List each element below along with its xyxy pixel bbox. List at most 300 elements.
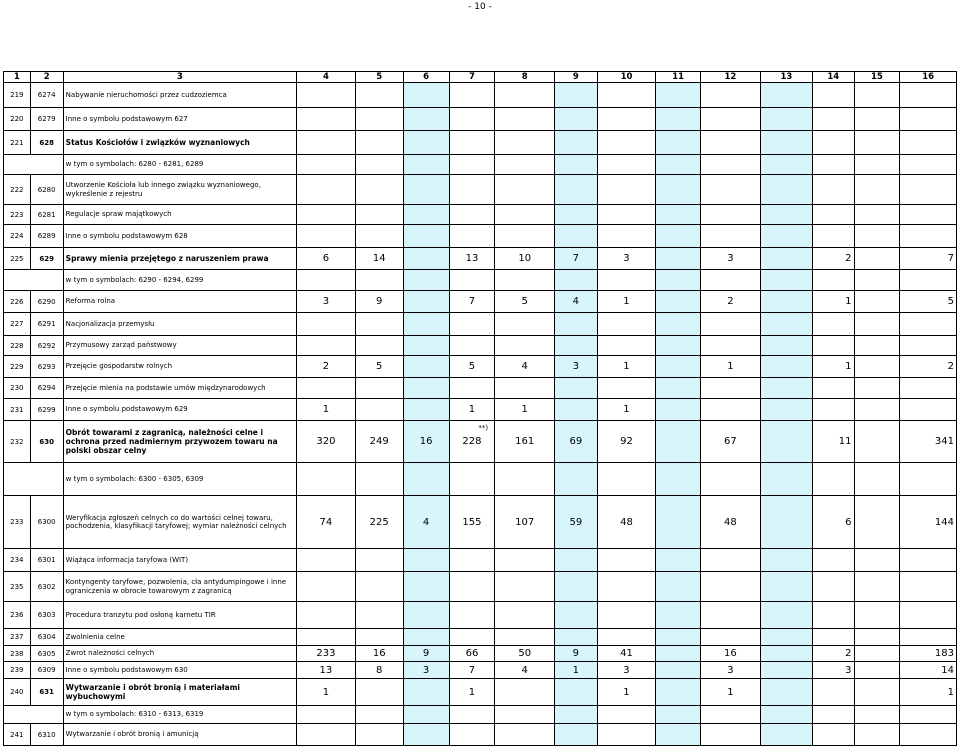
empty-cell	[30, 155, 63, 175]
value-cell: 59	[555, 496, 598, 549]
symbol-code: 6305	[30, 646, 63, 662]
table-row	[4, 549, 957, 572]
value-cell	[297, 572, 356, 602]
value-cell	[701, 706, 761, 724]
value-cell: 69	[555, 421, 598, 463]
value-cell	[854, 679, 900, 706]
value-cell	[403, 175, 449, 205]
row-description: Przejęcie mienia na podstawie umów międzynarodowych	[63, 378, 296, 399]
value-cell: 233	[297, 646, 356, 662]
value-cell	[355, 572, 403, 602]
row-number: 233	[4, 496, 31, 549]
value-cell: 5	[900, 291, 957, 313]
row-description: Zwrot należności celnych	[63, 646, 296, 662]
value-cell	[297, 463, 356, 496]
value-cell: 2	[812, 248, 854, 270]
row-number: 238	[4, 646, 31, 662]
subheading-row	[4, 706, 957, 724]
value-cell: **) 228	[449, 421, 495, 463]
value-cell	[597, 313, 656, 336]
value-cell	[854, 175, 900, 205]
value-cell	[495, 270, 555, 291]
row-description: Nabywanie nieruchomości przez cudzoziemca	[63, 83, 296, 108]
value-cell	[854, 108, 900, 131]
value-cell	[812, 706, 854, 724]
value-cell	[449, 602, 495, 629]
value-cell	[355, 175, 403, 205]
header-cell: 3	[63, 72, 296, 83]
value-cell	[495, 225, 555, 248]
table-row	[4, 679, 957, 706]
row-description: w tym o symbolach: 6310 - 6313, 6319	[63, 706, 296, 724]
table-row	[4, 175, 957, 205]
value-cell: 1	[597, 399, 656, 421]
value-cell: 107	[495, 496, 555, 549]
row-description: Wytwarzanie i obrót bronią i materiałami wybuchowymi	[63, 679, 296, 706]
value-cell: 1	[701, 679, 761, 706]
symbol-code: 6309	[30, 662, 63, 679]
value-cell	[403, 378, 449, 399]
value-cell: 1	[900, 679, 957, 706]
value-cell	[495, 629, 555, 646]
row-number: 230	[4, 378, 31, 399]
value-cell: 74	[297, 496, 356, 549]
value-cell	[656, 378, 701, 399]
header-cell: 4	[297, 72, 356, 83]
value-cell	[701, 108, 761, 131]
value-cell	[597, 336, 656, 356]
value-cell	[854, 291, 900, 313]
table-row	[4, 496, 957, 549]
value-cell	[854, 629, 900, 646]
value-cell: 1	[449, 679, 495, 706]
row-number: 235	[4, 572, 31, 602]
symbol-code: 6299	[30, 399, 63, 421]
value-cell: 7	[449, 291, 495, 313]
table-row	[4, 313, 957, 336]
value-cell	[854, 205, 900, 225]
value-cell	[701, 378, 761, 399]
value-cell	[656, 225, 701, 248]
value-cell	[656, 175, 701, 205]
value-cell	[701, 131, 761, 155]
value-cell	[760, 724, 812, 746]
value-cell: 161	[495, 421, 555, 463]
value-cell: 3	[297, 291, 356, 313]
value-cell	[403, 706, 449, 724]
value-cell	[555, 724, 598, 746]
value-cell	[760, 336, 812, 356]
value-cell	[854, 270, 900, 291]
value-cell: 1	[701, 356, 761, 378]
value-cell	[900, 155, 957, 175]
value-cell	[355, 602, 403, 629]
value-cell	[812, 155, 854, 175]
value-cell	[854, 336, 900, 356]
value-cell	[403, 313, 449, 336]
value-cell	[656, 463, 701, 496]
value-cell	[900, 270, 957, 291]
value-cell	[449, 706, 495, 724]
row-description: Wiążąca informacja taryfowa (WIT)	[63, 549, 296, 572]
value-cell	[854, 646, 900, 662]
row-number: 237	[4, 629, 31, 646]
value-cell	[760, 155, 812, 175]
value-cell	[760, 225, 812, 248]
value-cell	[449, 378, 495, 399]
value-cell	[656, 205, 701, 225]
row-number: 239	[4, 662, 31, 679]
value-cell	[854, 399, 900, 421]
value-cell	[597, 205, 656, 225]
value-cell	[597, 131, 656, 155]
value-cell	[900, 463, 957, 496]
row-number: 225	[4, 248, 31, 270]
value-cell	[656, 646, 701, 662]
value-cell	[760, 646, 812, 662]
value-cell	[760, 356, 812, 378]
value-cell: 1	[495, 399, 555, 421]
value-cell: 4	[555, 291, 598, 313]
value-cell	[812, 205, 854, 225]
value-cell	[701, 175, 761, 205]
value-cell: 9	[403, 646, 449, 662]
table-row	[4, 336, 957, 356]
value-cell	[656, 108, 701, 131]
symbol-code: 628	[30, 131, 63, 155]
value-cell: 1	[597, 291, 656, 313]
value-cell	[555, 270, 598, 291]
symbol-code: 6302	[30, 572, 63, 602]
value-cell	[403, 629, 449, 646]
value-cell: 14	[355, 248, 403, 270]
value-cell: 3	[555, 356, 598, 378]
row-description: w tym o symbolach: 6300 - 6305, 6309	[63, 463, 296, 496]
value-cell	[555, 336, 598, 356]
row-description: w tym o symbolach: 6290 - 6294, 6299	[63, 270, 296, 291]
value-cell	[555, 108, 598, 131]
symbol-code: 6274	[30, 83, 63, 108]
row-description: Reforma rolna	[63, 291, 296, 313]
table-row	[4, 378, 957, 399]
value-cell	[701, 205, 761, 225]
symbol-code: 631	[30, 679, 63, 706]
table-row	[4, 421, 957, 463]
row-number: 231	[4, 399, 31, 421]
value-cell: 3	[701, 248, 761, 270]
value-cell	[760, 175, 812, 205]
table-row	[4, 291, 957, 313]
value-cell	[355, 108, 403, 131]
value-cell	[403, 572, 449, 602]
header-cell: 12	[701, 72, 761, 83]
value-cell	[812, 131, 854, 155]
row-description: Sprawy mienia przejętego z naruszeniem prawa	[63, 248, 296, 270]
symbol-code: 6279	[30, 108, 63, 131]
value-cell	[760, 421, 812, 463]
value-cell	[403, 679, 449, 706]
value-cell	[701, 724, 761, 746]
value-cell: 5	[355, 356, 403, 378]
symbol-code: 6290	[30, 291, 63, 313]
value-cell	[297, 602, 356, 629]
table-row	[4, 662, 957, 679]
row-number: 229	[4, 356, 31, 378]
value-cell	[597, 629, 656, 646]
value-cell	[449, 225, 495, 248]
row-description: Przejęcie gospodarstw rolnych	[63, 356, 296, 378]
table-row	[4, 131, 957, 155]
value-cell	[656, 313, 701, 336]
value-cell	[760, 205, 812, 225]
symbol-code: 630	[30, 421, 63, 463]
value-cell	[854, 313, 900, 336]
value-cell: 2	[297, 356, 356, 378]
value-cell	[812, 175, 854, 205]
header-cell: 8	[495, 72, 555, 83]
row-description: Inne o symbolu podstawowym 629	[63, 399, 296, 421]
value-cell: 144	[900, 496, 957, 549]
value-cell	[701, 629, 761, 646]
value-cell	[656, 399, 701, 421]
value-cell	[403, 83, 449, 108]
value-cell	[495, 155, 555, 175]
value-cell: 3	[597, 662, 656, 679]
value-cell	[597, 270, 656, 291]
value-cell	[495, 313, 555, 336]
value-cell	[355, 313, 403, 336]
value-cell	[812, 463, 854, 496]
symbol-code: 6304	[30, 629, 63, 646]
value-cell	[656, 629, 701, 646]
value-cell	[701, 602, 761, 629]
value-cell	[597, 108, 656, 131]
empty-cell	[4, 463, 31, 496]
value-cell: 14	[900, 662, 957, 679]
value-cell: 3	[701, 662, 761, 679]
row-number: 220	[4, 108, 31, 131]
value-cell	[297, 225, 356, 248]
row-description: Przymusowy zarząd państwowy	[63, 336, 296, 356]
value-cell	[449, 629, 495, 646]
row-description: Kontyngenty taryfowe, pozwolenia, cła antydumpingowe i inne ograniczenia w obrocie towarowym z zagranicą	[63, 572, 296, 602]
value-cell	[812, 572, 854, 602]
value-cell	[900, 706, 957, 724]
row-number: 224	[4, 225, 31, 248]
value-cell: 6	[297, 248, 356, 270]
value-cell	[449, 463, 495, 496]
value-cell: 3	[403, 662, 449, 679]
value-cell	[760, 378, 812, 399]
value-cell	[812, 83, 854, 108]
value-cell: 13	[297, 662, 356, 679]
value-cell	[555, 629, 598, 646]
value-cell	[656, 155, 701, 175]
value-cell	[656, 706, 701, 724]
value-cell	[495, 724, 555, 746]
row-number: 221	[4, 131, 31, 155]
value-cell	[403, 205, 449, 225]
value-cell: 341	[900, 421, 957, 463]
value-cell	[555, 378, 598, 399]
symbol-code: 6292	[30, 336, 63, 356]
value-cell: 1	[297, 399, 356, 421]
value-cell	[812, 313, 854, 336]
table-row	[4, 399, 957, 421]
value-cell	[297, 378, 356, 399]
value-cell	[854, 155, 900, 175]
value-cell	[812, 679, 854, 706]
value-cell: 1	[812, 291, 854, 313]
symbol-code: 6300	[30, 496, 63, 549]
symbol-code: 6289	[30, 225, 63, 248]
value-cell	[900, 225, 957, 248]
value-cell	[297, 629, 356, 646]
value-cell	[812, 225, 854, 248]
empty-cell	[30, 706, 63, 724]
empty-cell	[30, 270, 63, 291]
value-cell: 7	[555, 248, 598, 270]
value-cell	[449, 549, 495, 572]
value-cell	[449, 270, 495, 291]
value-cell	[812, 724, 854, 746]
table-row	[4, 248, 957, 270]
value-cell: 4	[403, 496, 449, 549]
value-cell	[760, 270, 812, 291]
value-cell	[701, 270, 761, 291]
value-cell	[449, 572, 495, 602]
value-cell	[297, 336, 356, 356]
empty-cell	[30, 463, 63, 496]
value-cell	[355, 463, 403, 496]
header-cell: 15	[854, 72, 900, 83]
row-description: Inne o symbolu podstawowym 627	[63, 108, 296, 131]
value-cell	[355, 131, 403, 155]
symbol-code: 629	[30, 248, 63, 270]
value-cell: 13	[449, 248, 495, 270]
row-description: Regulacje spraw majątkowych	[63, 205, 296, 225]
value-cell	[449, 108, 495, 131]
value-cell	[854, 602, 900, 629]
value-cell	[355, 378, 403, 399]
value-cell	[355, 399, 403, 421]
symbol-code: 6291	[30, 313, 63, 336]
value-cell	[495, 108, 555, 131]
row-description: Nacjonalizacja przemysłu	[63, 313, 296, 336]
value-cell: 249	[355, 421, 403, 463]
row-number: 226	[4, 291, 31, 313]
value-cell	[854, 131, 900, 155]
row-description: Procedura tranzytu pod osłoną karnetu TIR	[63, 602, 296, 629]
value-cell	[854, 378, 900, 399]
value-cell	[760, 83, 812, 108]
value-cell	[900, 399, 957, 421]
value-cell	[495, 378, 555, 399]
value-cell	[656, 679, 701, 706]
row-description: w tym o symbolach: 6280 - 6281, 6289	[63, 155, 296, 175]
value-cell: 2	[900, 356, 957, 378]
value-cell	[495, 205, 555, 225]
value-cell	[297, 706, 356, 724]
value-cell	[403, 155, 449, 175]
value-cell	[760, 706, 812, 724]
header-cell: 10	[597, 72, 656, 83]
value-cell: 8	[355, 662, 403, 679]
header-cell: 9	[555, 72, 598, 83]
value-cell: 183	[900, 646, 957, 662]
row-description: Utworzenie Kościoła lub innego związku wyznaniowego, wykreślenie z rejestru	[63, 175, 296, 205]
value-cell	[900, 131, 957, 155]
value-cell	[656, 572, 701, 602]
value-cell: 225	[355, 496, 403, 549]
value-cell	[495, 549, 555, 572]
value-cell	[495, 83, 555, 108]
row-number: 219	[4, 83, 31, 108]
value-cell	[854, 496, 900, 549]
value-cell	[760, 108, 812, 131]
value-cell	[449, 155, 495, 175]
value-cell	[701, 83, 761, 108]
value-cell: 11	[812, 421, 854, 463]
value-cell	[760, 629, 812, 646]
statistics-table	[3, 71, 957, 746]
value-cell	[297, 205, 356, 225]
subheading-row	[4, 270, 957, 291]
value-cell	[555, 706, 598, 724]
value-cell: 2	[812, 646, 854, 662]
empty-cell	[4, 706, 31, 724]
symbol-code: 6301	[30, 549, 63, 572]
value-cell	[900, 378, 957, 399]
value-cell	[403, 225, 449, 248]
row-description: Weryfikacja zgłoszeń celnych co do wartości celnej towaru, pochodzenia, klasyfikacji taryfowej; wymiar należności celnych	[63, 496, 296, 549]
header-cell: 11	[656, 72, 701, 83]
table-row	[4, 629, 957, 646]
value-cell	[403, 549, 449, 572]
value-cell	[656, 602, 701, 629]
value-cell	[297, 131, 356, 155]
value-cell	[854, 248, 900, 270]
value-cell	[555, 602, 598, 629]
value-cell	[760, 549, 812, 572]
value-cell	[701, 463, 761, 496]
value-cell	[403, 356, 449, 378]
value-cell	[297, 155, 356, 175]
value-cell	[555, 155, 598, 175]
value-cell: 6	[812, 496, 854, 549]
value-cell	[812, 602, 854, 629]
value-cell	[495, 463, 555, 496]
value-cell: 5	[449, 356, 495, 378]
value-cell	[597, 463, 656, 496]
value-cell: 9	[355, 291, 403, 313]
header-cell: 5	[355, 72, 403, 83]
value-cell	[900, 336, 957, 356]
row-number: 236	[4, 602, 31, 629]
row-description: Zwolnienia celne	[63, 629, 296, 646]
value-cell	[701, 549, 761, 572]
value-cell	[597, 378, 656, 399]
row-description: Wytwarzanie i obrót bronią i amunicją	[63, 724, 296, 746]
row-number: 227	[4, 313, 31, 336]
value-cell	[854, 724, 900, 746]
value-cell	[854, 421, 900, 463]
value-cell	[760, 248, 812, 270]
row-number: 223	[4, 205, 31, 225]
value-cell	[900, 602, 957, 629]
value-cell	[495, 679, 555, 706]
value-cell: 155	[449, 496, 495, 549]
